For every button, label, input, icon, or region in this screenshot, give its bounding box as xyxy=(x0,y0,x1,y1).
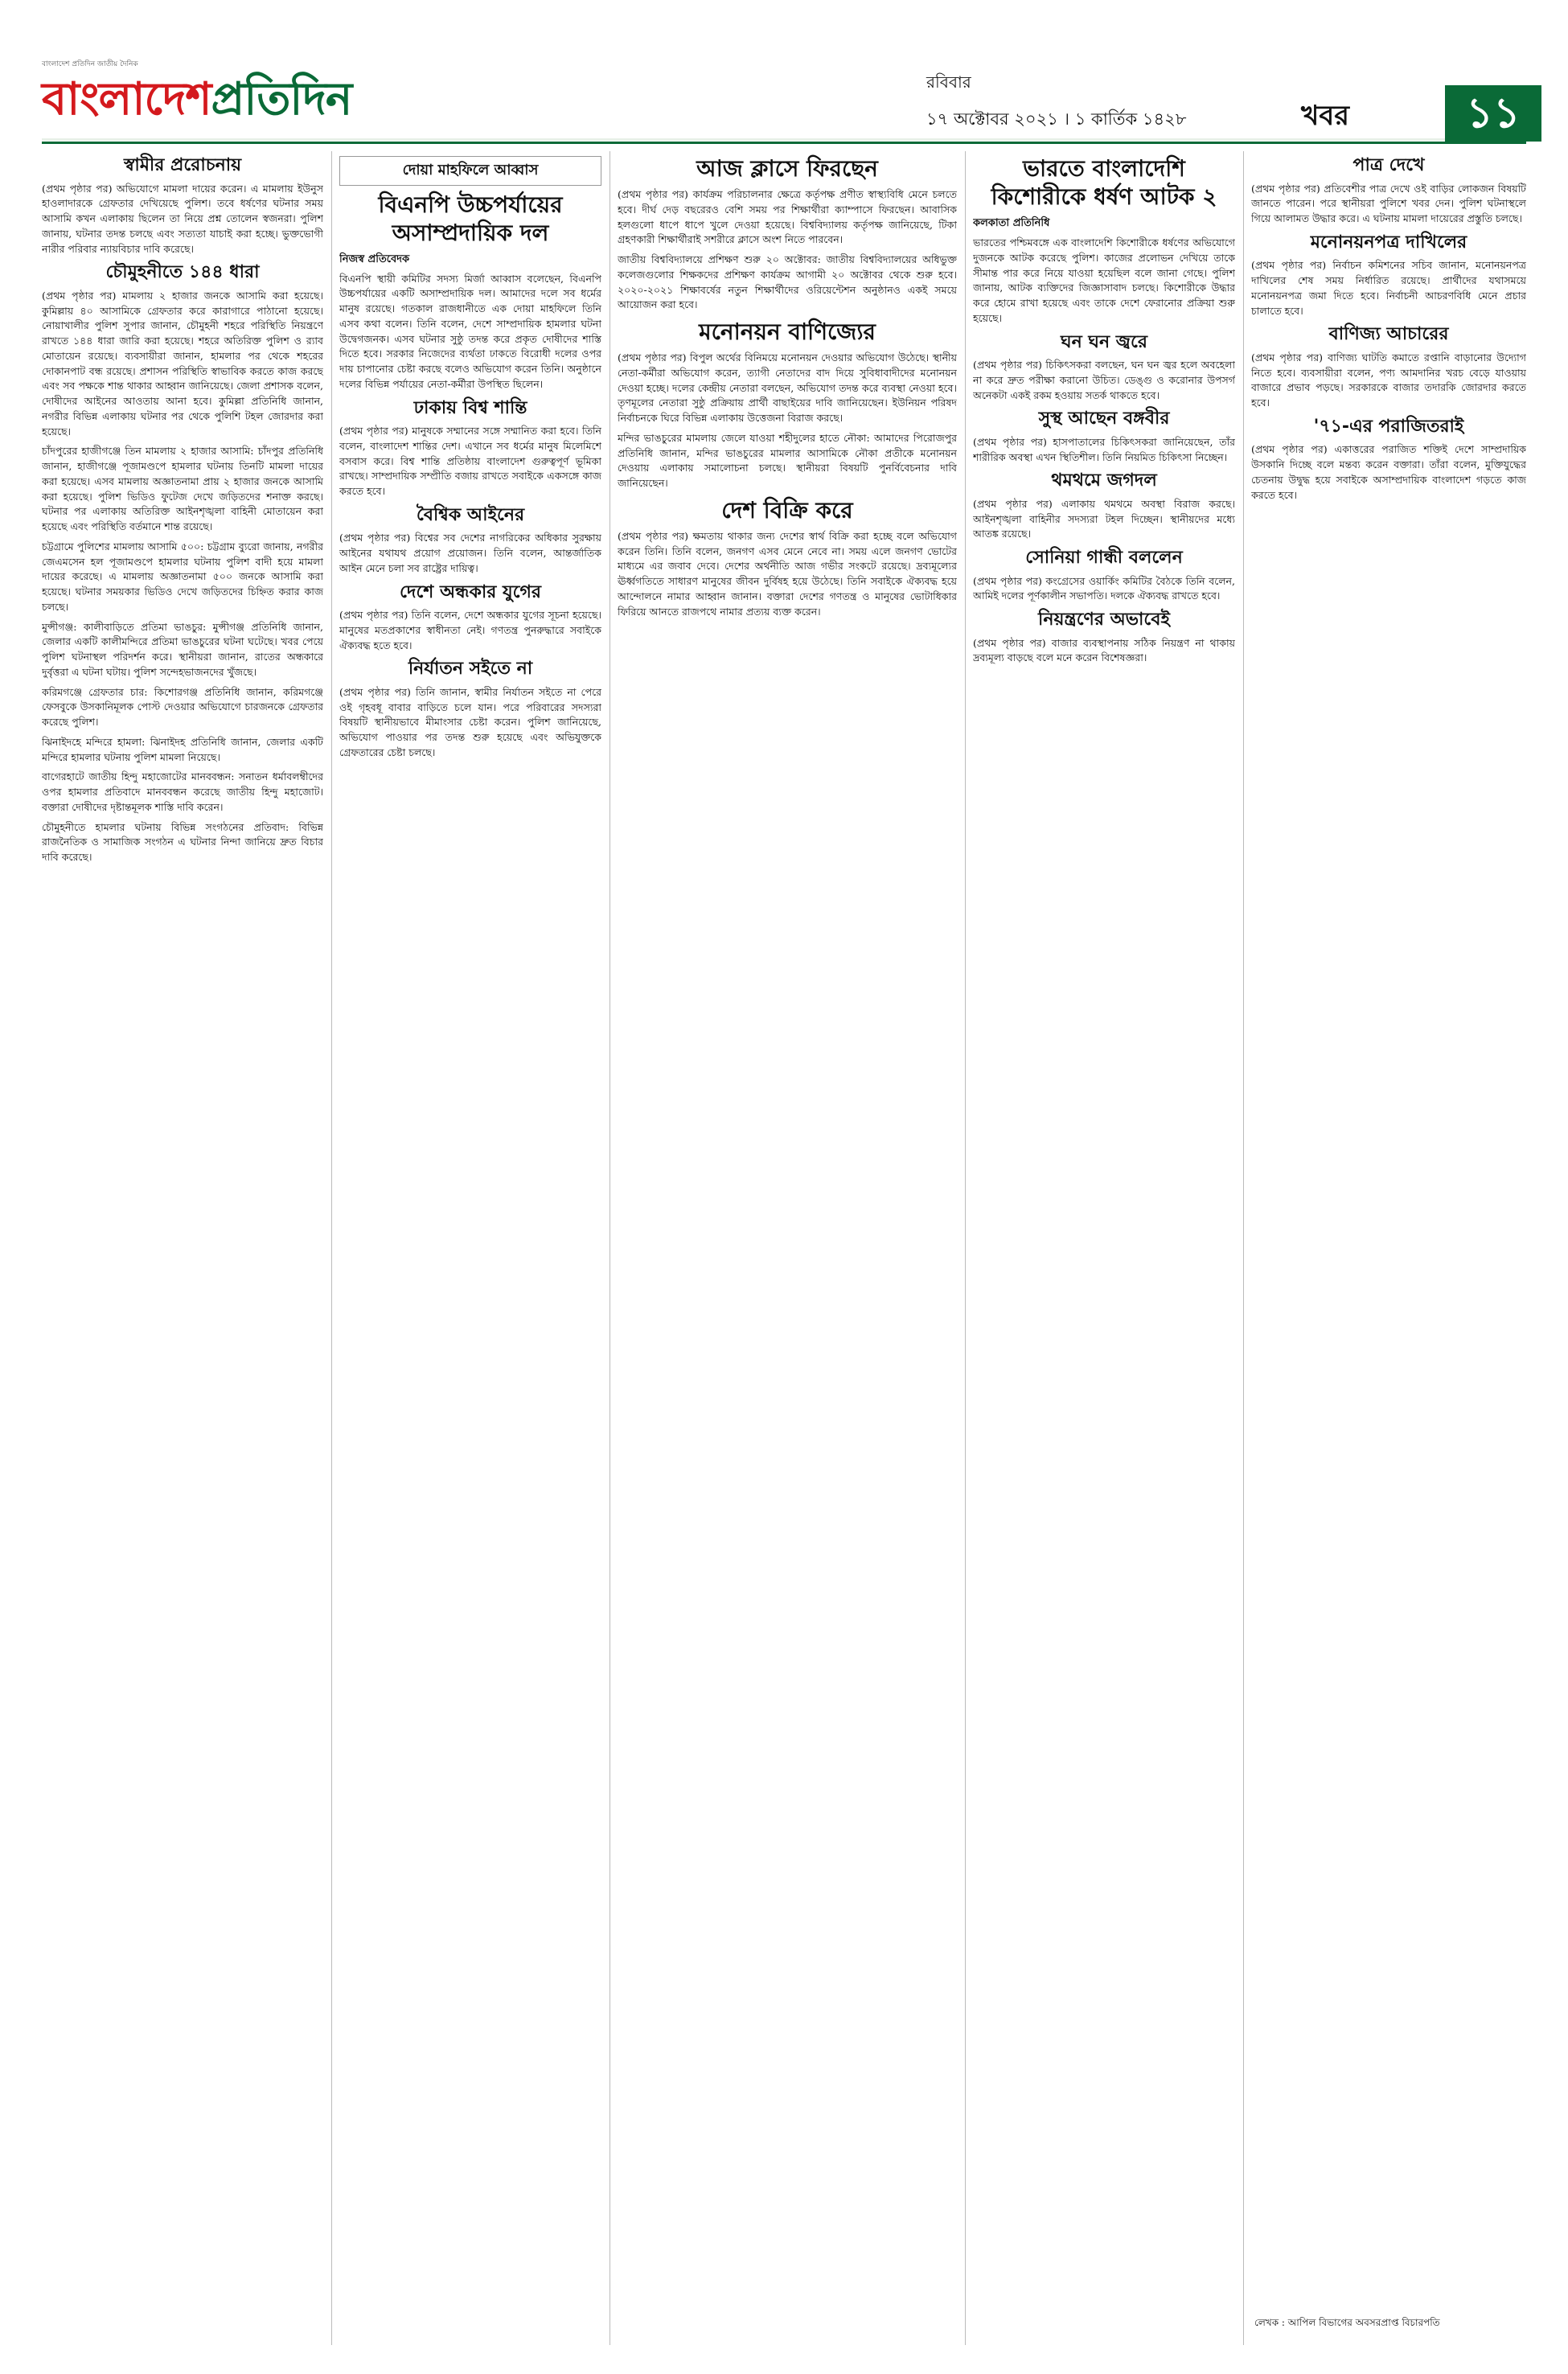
article-body: (প্রথম পৃষ্ঠার পর) নির্বাচন কমিশনের সচিব জানান, মনোনয়নপত্র দাখিলের শেষ সময় নির্ধারিত রয়েছে। প্রার্থীদের যথাসময়ে মনোনয়নপত্র জমা দিতে হবে। নির্বাচনী আচরণবিধি মেনে প্রচার চালাতে হবে। xyxy=(1251,259,1526,317)
logo-part-1: বাংলাদেশ xyxy=(42,73,211,125)
article-headline: স্বামীর প্ররোচনায় xyxy=(123,155,242,175)
article-body: (প্রথম পৃষ্ঠার পর) বাজার ব্যবস্থাপনায় সঠিক নিয়ন্ত্রণ না থাকায় দ্রব্যমূল্য বাড়ছে বলে মনে করেন বিশেষজ্ঞরা। xyxy=(973,636,1235,664)
article-body: (প্রথম পৃষ্ঠার পর) বাণিজ্য ঘাটতি কমাতে রপ্তানি বাড়ানোর উদ্যোগ নিতে হবে। ব্যবসায়ীরা বলেন, পণ্য আমদানির খরচ বেড়ে যাওয়ায় বাজারে প্রভাব পড়ছে। সরকারকে বাজার তদারকি জোরদার করতে হবে। xyxy=(1251,351,1526,409)
article-body: চট্টগ্রামে পুলিশের মামলায় আসামি ৫০০: চট্টগ্রাম ব্যুরো জানায়, নগরীর জেএমসেন হল পূজামণ্ডপে হামলার ঘটনায় পুলিশ বাদী হয়ে মামলা দায়ের করেছে। এ মামলায় অজ্ঞাতনামা ৫০০ জনকে আসামি করা হয়েছে। ঘটনার সময়কার ভিডিও দেখে জড়িতদের চিহ্নিত করার কাজ চলছে। xyxy=(42,540,323,613)
article-body: বিএনপি স্থায়ী কমিটির সদস্য মির্জা আব্বাস বলেছেন, বিএনপি উচ্চপর্যায়ের একটি অসাম্প্রদায়িক দল। আমাদের দলে সব ধর্মের মানুষ রয়েছে। গতকাল রাজধানীতে এক দোয়া মাহফিলে তিনি এসব কথা বলেন। তিনি বলেন, দেশে সাম্প্রদায়িক হামলার ঘটনা উদ্বেগজনক। এসব ঘটনার সুষ্ঠু তদন্ত করে প্রকৃত দোষীদের শাস্তি দিতে হবে। সরকার নিজেদের ব্যর্থতা ঢাকতে বিরোধী দলের ওপর দায় চাপানোর চেষ্টা করছে বলেও অভিযোগ করেন তিনি। অনুষ্ঠানে দলের বিভিন্ন পর্যায়ের নেতা-কর্মীরা উপস্থিত ছিলেন। xyxy=(339,272,601,390)
article-body: (প্রথম পৃষ্ঠার পর) বিশ্বের সব দেশের নাগরিকের অধিকার সুরক্ষায় আইনের যথাযথ প্রয়োগ প্রয়োজন। তিনি বলেন, আন্তর্জাতিক আইন মেনে চলা সব রাষ্ট্রের দায়িত্ব। xyxy=(339,532,601,574)
kicker-text: দোয়া মাহফিলে আব্বাস xyxy=(402,162,539,179)
article-headline: বৈশ্বিক আইনের xyxy=(416,504,525,525)
article-body: (প্রথম পৃষ্ঠার পর) অভিযোগে মামলা দায়ের করেন। এ মামলায় ইউনুস হাওলাদারকে গ্রেফতার দেখিয়েছে পুলিশ। তবে ধর্ষণের ঘটনার সময় আসামি কখন এলাকায় ছিলেন তা নিয়ে প্রশ্ন তোলেন স্বজনরা। পুলিশ জানায়, ঘটনার তদন্ত চলছে এবং সত্যতা যাচাই করা হচ্ছে। ভুক্তভোগী নারীর পরিবার ন্যায়বিচার দাবি করেছে। xyxy=(42,182,323,255)
article-headline: সুস্থ আছেন বঙ্গবীর xyxy=(1038,409,1170,429)
day: রবিবার xyxy=(926,72,971,92)
article-body: (প্রথম পৃষ্ঠার পর) কংগ্রেসের ওয়ার্কিং কমিটির বৈঠকে তিনি বলেন, আমিই দলের পূর্ণকালীন সভাপতি। দলকে ঐক্যবদ্ধ রাখতে হবে। xyxy=(973,574,1235,602)
article-headline: ঢাকায় বিশ্ব শান্তি xyxy=(413,397,527,418)
column-divider xyxy=(1243,151,1244,2345)
article-body: জাতীয় বিশ্ববিদ্যালয়ে প্রশিক্ষণ শুরু ২০ অক্টোবর: জাতীয় বিশ্ববিদ্যালয়ের অধিভুক্ত কলেজগুলোর শিক্ষকদের প্রশিক্ষণ কার্যক্রম আগামী ২০ অক্টোবর থেকে শুরু হবে। ২০২০-২০২১ শিক্ষাবর্ষের নতুন শিক্ষার্থীদের ওরিয়েন্টেশন অনুষ্ঠানও একই সময়ে আয়োজন করা হবে। xyxy=(618,253,957,311)
article-body: বাগেরহাটে জাতীয় হিন্দু মহাজোটের মানববন্ধন: সনাতন ধর্মাবলম্বীদের ওপর হামলার প্রতিবাদে মানববন্ধন করেছে জাতীয় হিন্দু মহাজোট। বক্তারা দোষীদের দৃষ্টান্তমূলক শাস্তি দাবি করেন। xyxy=(42,770,323,813)
column-3 xyxy=(618,151,957,2345)
article-headline: মনোনয়ন বাণিজ্যের xyxy=(699,318,876,345)
logo-part-2: প্রতিদিন xyxy=(211,73,352,125)
article-body: মন্দির ভাঙচুরের মামলায় জেলে যাওয়া শহীদুলের হাতে নৌকা: আমাদের পিরোজপুর প্রতিনিধি জানান, মন্দির ভাঙচুরের মামলার আসামিকে নৌকা প্রতীকে মনোনয়ন দেওয়ায় এলাকায় সমালোচনা চলছে। স্থানীয়রা বিষয়টি পুনর্বিবেচনার দাবি জানিয়েছেন। xyxy=(618,431,957,489)
article-headline: থমথমে জগদল xyxy=(1051,470,1157,491)
article-body: (প্রথম পৃষ্ঠার পর) বিপুল অর্থের বিনিময়ে মনোনয়ন দেওয়ার অভিযোগ উঠেছে। স্থানীয় নেতা-কর্মীরা অভিযোগ করেন, ত্যাগী নেতাদের বাদ দিয়ে সুবিধাবাদীদের মনোনয়ন দেওয়া হচ্ছে। দলের কেন্দ্রীয় নেতারা বলছেন, অভিযোগ তদন্ত করে ব্যবস্থা নেওয়া হবে। তৃণমূলের নেতারা সুষ্ঠু প্রক্রিয়ায় প্রার্থী বাছাইয়ের দাবি জানিয়েছেন। ইউনিয়ন পরিষদ নির্বাচনকে ঘিরে বিভিন্ন এলাকায় উত্তেজনা বিরাজ করছে। xyxy=(618,351,957,424)
column-1 xyxy=(42,151,323,2345)
article-headline: দেশে অন্ধকার যুগের xyxy=(399,581,542,602)
article-body: (প্রথম পৃষ্ঠার পর) মানুষকে সম্মানের সঙ্গে সম্মানিত করা হবে। তিনি বলেন, বাংলাদেশ শান্তির দেশ। এখানে সব ধর্মের মানুষ মিলেমিশে বসবাস করে। বিশ্ব শান্তি প্রতিষ্ঠায় বাংলাদেশ গুরুত্বপূর্ণ ভূমিকা রাখছে। সাম্প্রদায়িক সম্প্রীতি বজায় রাখতে সবাইকে একসঙ্গে কাজ করতে হবে। xyxy=(339,425,601,497)
section-label: খবর xyxy=(1301,100,1349,132)
column-5 xyxy=(1251,151,1526,2345)
article-body: ভারতের পশ্চিমবঙ্গে এক বাংলাদেশি কিশোরীকে ধর্ষণের অভিযোগে দুজনকে আটক করেছে পুলিশ। কাজের প্রলোভন দেখিয়ে তাকে সীমান্ত পার করে নিয়ে যাওয়া হয়েছিল বলে জানা গেছে। পুলিশ জানায়, আটক ব্যক্তিদের জিজ্ঞাসাবাদ চলছে। কিশোরীকে উদ্ধার করে হোমে রাখা হয়েছে এবং তাকে দেশে ফেরানোর প্রক্রিয়া শুরু হয়েছে। xyxy=(973,236,1235,324)
date: ১৭ অক্টোবর ২০২১ । ১ কার্তিক ১৪২৮ xyxy=(926,109,1187,129)
article-headline: বাণিজ্য আচারের xyxy=(1328,324,1449,345)
article-headline: মনোনয়নপত্র দাখিলের xyxy=(1310,232,1467,253)
article-body: চৌমুহনীতে হামলার ঘটনায় বিভিন্ন সংগঠনের প্রতিবাদ: বিভিন্ন রাজনৈতিক ও সামাজিক সংগঠন এ ঘটনার নিন্দা জানিয়ে দ্রুত বিচার দাবি করেছে। xyxy=(42,820,323,863)
article-headline: নির্যাতন সইতে না xyxy=(408,659,533,680)
masthead xyxy=(42,58,1526,141)
article-body: মুন্সীগঞ্জ: কালীবাড়িতে প্রতিমা ভাঙচুর: মুন্সীগঞ্জ প্রতিনিধি জানান, জেলার একটি কালীমন্দিরে প্রতিমা ভাঙচুরের ঘটনা ঘটেছে। খবর পেয়ে পুলিশ ঘটনাস্থল পরিদর্শন করে। স্থানীয়রা জানান, রাতের অন্ধকারে দুর্বৃত্তরা এ ঘটনা ঘটায়। পুলিশ সন্দেহভাজনদের খুঁজছে। xyxy=(42,620,323,678)
article-headline: ঘন ঘন জ্বরে xyxy=(1061,331,1147,352)
article-headline: '৭১-এর পরাজিতরাই xyxy=(1313,416,1464,437)
column-divider xyxy=(331,151,332,2345)
article-headline: আজ ক্লাসে ফিরছেন xyxy=(696,155,878,182)
kicker-box xyxy=(339,156,601,186)
article-headline: চৌমুহনীতে ১৪৪ ধারা xyxy=(105,262,260,283)
article-body: (প্রথম পৃষ্ঠার পর) মামলায় ২ হাজার জনকে আসামি করা হয়েছে। কুমিল্লায় ৪০ আসামিকে গ্রেফতার করে কারাগারে পাঠানো হয়েছে। নোয়াখালীর পুলিশ সুপার জানান, চৌমুহনী শহরে পরিস্থিতি নিয়ন্ত্রণে রাখতে ১৪৪ ধারা জারি করা হয়েছে। শহরে অতিরিক্ত পুলিশ ও র‍্যাব মোতায়েন রয়েছে। ব্যবসায়ীরা জানান, হামলার পর থেকে শহরের দোকানপাট বন্ধ রয়েছে। প্রশাসন পরিস্থিতি স্বাভাবিক করতে কাজ করছে এবং সব পক্ষকে শান্ত থাকার আহ্বান জানিয়েছে। জেলা প্রশাসক বলেন, দোষীদের আইনের আওতায় আনা হবে। কুমিল্লা প্রতিনিধি জানান, নগরীর বিভিন্ন এলাকায় ঘটনার পর থেকে পুলিশি টহল জোরদার করা হয়েছে। xyxy=(42,289,323,437)
article-headline: সোনিয়া গান্ধী বললেন xyxy=(1025,548,1183,568)
article-headline: নিয়ন্ত্রণের অভাবেই xyxy=(1038,610,1170,630)
tagline: বাংলাদেশ প্রতিদিন জাতীয় দৈনিক xyxy=(42,60,138,68)
article-body: (প্রথম পৃষ্ঠার পর) ক্ষমতায় থাকার জন্য দেশের স্বার্থ বিক্রি করা হচ্ছে বলে অভিযোগ করেন তিনি। তিনি বলেন, জনগণ এসব মেনে নেবে না। সময় এলে জনগণ ভোটের মাধ্যমে এর জবাব দেবে। দেশের অর্থনীতি আজ গভীর সংকটে রয়েছে। দ্রব্যমূল্যের ঊর্ধ্বগতিতে সাধারণ মানুষের জীবন দুর্বিষহ হয়ে উঠেছে। তিনি সবাইকে ঐক্যবদ্ধ হয়ে আন্দোলনে নামার আহ্বান জানান। বক্তারা দেশের গণতন্ত্র ও মানুষের ভোটাধিকার ফিরিয়ে আনতে রাজপথে নামার প্রত্যয় ব্যক্ত করেন। xyxy=(618,529,957,618)
page-number: ১১ xyxy=(1445,85,1541,142)
author-note: লেখক : আপিল বিভাগের অবসরপ্রাপ্ত বিচারপতি xyxy=(1254,2317,1440,2328)
column-4 xyxy=(973,151,1235,2345)
byline: নিজস্ব প্রতিবেদক xyxy=(339,253,410,265)
article-body: (প্রথম পৃষ্ঠার পর) কার্যক্রম পরিচালনার ক্ষেত্রে কর্তৃপক্ষ প্রণীত স্বাস্থ্যবিধি মেনে চলতে হবে। দীর্ঘ দেড় বছরেরও বেশি সময় পর শিক্ষার্থীরা ক্যাম্পাসে ফিরছেন। আবাসিক হলগুলো ধাপে ধাপে খুলে দেওয়া হয়েছে। বিশ্ববিদ্যালয় কর্তৃপক্ষ জানিয়েছে, টিকা গ্রহণকারী শিক্ষার্থীরাই সশরীরে ক্লাসে অংশ নিতে পারবেন। xyxy=(618,188,957,246)
column-divider xyxy=(965,151,966,2345)
article-body: (প্রথম পৃষ্ঠার পর) তিনি জানান, স্বামীর নির্যাতন সইতে না পেরে ওই গৃহবধূ বাবার বাড়িতে চলে যান। পরে পরিবারের সদস্যরা বিষয়টি স্থানীয়ভাবে মীমাংসার চেষ্টা করেন। পুলিশ জানিয়েছে, অভিযোগ পাওয়ার পর তদন্ত শুরু হয়েছে এবং অভিযুক্তকে গ্রেফতারের চেষ্টা চলছে। xyxy=(339,685,601,758)
article-headline: ভারতে বাংলাদেশি কিশোরীকে ধর্ষণ আটক ২ xyxy=(991,155,1217,210)
article-headline: বিএনপি উচ্চপর্যায়ের অসাম্প্রদায়িক দল xyxy=(378,191,563,246)
article-body: চাঁদপুরের হাজীগঞ্জে তিন মামলায় ২ হাজার আসামি: চাঁদপুর প্রতিনিধি জানান, হাজীগঞ্জে পূজামণ্ডপে হামলার ঘটনায় তিনটি মামলা দায়ের করা হয়েছে। এসব মামলায় অজ্ঞাতনামা প্রায় ২ হাজার জনকে আসামি করা হয়েছে। পুলিশ ভিডিও ফুটেজ দেখে জড়িতদের শনাক্ত করছে। ঘটনার পর এলাকায় অতিরিক্ত আইনশৃঙ্খলা বাহিনী মোতায়েন করা হয়েছে এবং পরিস্থিতি বর্তমানে শান্ত রয়েছে। xyxy=(42,445,323,532)
article-body: (প্রথম পৃষ্ঠার পর) একাত্তরের পরাজিত শক্তিই দেশে সাম্প্রদায়িক উসকানি দিচ্ছে বলে মন্তব্য করেন বক্তারা। তাঁরা বলেন, মুক্তিযুদ্ধের চেতনায় উদ্বুদ্ধ হয়ে সবাইকে অসাম্প্রদায়িক বাংলাদেশ গড়তে কাজ করতে হবে। xyxy=(1251,443,1526,501)
newspaper-logo xyxy=(42,73,352,125)
article-headline: দেশ বিক্রি করে xyxy=(721,496,853,524)
article-body: (প্রথম পৃষ্ঠার পর) হাসপাতালের চিকিৎসকরা জানিয়েছেন, তাঁর শারীরিক অবস্থা এখন স্থিতিশীল। তিনি নিয়মিত চিকিৎসা নিচ্ছেন। xyxy=(973,435,1235,463)
article-body: (প্রথম পৃষ্ঠার পর) এলাকায় থমথমে অবস্থা বিরাজ করছে। আইনশৃঙ্খলা বাহিনীর সদস্যরা টহল দিচ্ছেন। স্থানীয়দের মধ্যে আতঙ্ক রয়েছে। xyxy=(973,497,1235,540)
column-2 xyxy=(339,151,601,2345)
article-body: ঝিনাইদহে মন্দিরে হামলা: ঝিনাইদহ প্রতিনিধি জানান, জেলার একটি মন্দিরে হামলার ঘটনায় পুলিশ মামলা নিয়েছে। xyxy=(42,735,323,763)
article-headline: পাত্র দেখে xyxy=(1353,155,1425,175)
article-body: (প্রথম পৃষ্ঠার পর) চিকিৎসকরা বলছেন, ঘন ঘন জ্বর হলে অবহেলা না করে দ্রুত পরীক্ষা করানো উচিত। ডেঙ্গু ও করোনার উপসর্গ অনেকটা একই রকম হওয়ায় সতর্ক থাকতে হবে। xyxy=(973,359,1235,401)
byline: কলকাতা প্রতিনিধি xyxy=(973,217,1050,229)
article-body: (প্রথম পৃষ্ঠার পর) তিনি বলেন, দেশে অন্ধকার যুগের সূচনা হয়েছে। মানুষের মতপ্রকাশের স্বাধীনতা নেই। গণতন্ত্র পুনরুদ্ধারে সবাইকে ঐক্যবদ্ধ হতে হবে। xyxy=(339,609,601,651)
article-body: করিমগঞ্জে গ্রেফতার চার: কিশোরগঞ্জ প্রতিনিধি জানান, করিমগঞ্জে ফেসবুকে উসকানিমূলক পোস্ট দেওয়ার অভিযোগে চারজনকে গ্রেফতার করেছে পুলিশ। xyxy=(42,685,323,728)
header-rule xyxy=(42,142,1526,144)
article-body: (প্রথম পৃষ্ঠার পর) প্রতিবেশীর পাত্র দেখে ওই বাড়ির লোকজন বিষয়টি জানতে পারেন। পরে স্থানীয়রা পুলিশে খবর দেন। পুলিশ ঘটনাস্থলে গিয়ে আলামত উদ্ধার করে। এ ঘটনায় মামলা দায়েরের প্রস্তুতি চলছে। xyxy=(1251,182,1526,224)
